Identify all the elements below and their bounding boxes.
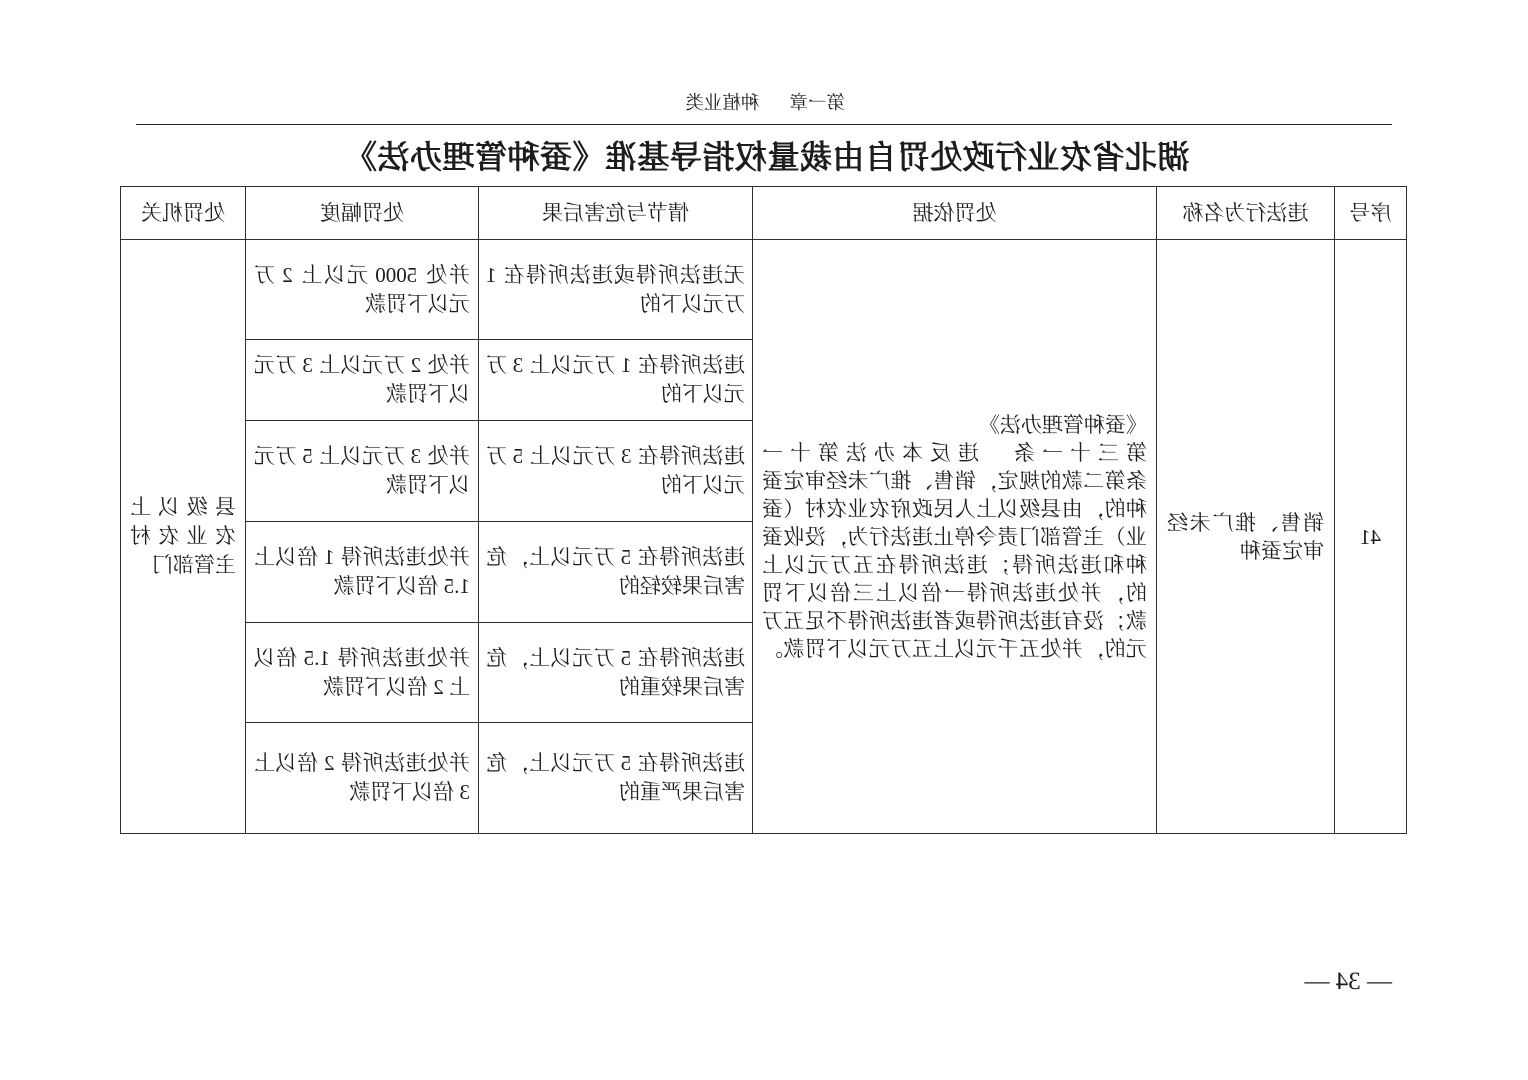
circumstance-line: 违法所得在 5 万元以上，危 <box>486 545 745 569</box>
col-header-legal-basis: 处罚依据 <box>753 187 1157 240</box>
penalty-line: 上 2 倍以下罚款 <box>323 674 470 699</box>
circumstance-line: 违法所得在 1 万元以上 3 万 <box>486 353 745 377</box>
penalty-line: 以下罚款 <box>386 382 470 406</box>
legal-basis-cell <box>753 240 1157 834</box>
penalty-line: 并处 5000 元以上 2 万 <box>254 262 470 287</box>
authority-line: 主管部门 <box>152 553 236 577</box>
legal-basis-source: 《蚕种管理办法》 <box>979 412 1147 437</box>
violation-name-line: 审定蚕种 <box>1240 538 1324 563</box>
penalty-line: 3 倍以下罚款 <box>349 780 470 804</box>
col-header-penalty: 处罚幅度 <box>246 187 479 240</box>
authority-cell <box>121 240 246 834</box>
penalty-line: 并处 3 万元以上 5 万元 <box>254 444 470 468</box>
legal-basis-line: 种和违法所得；违法所得在五万元以上 <box>762 552 1147 577</box>
circumstance-line: 违法所得在 5 万元以上，危 <box>486 751 745 775</box>
penalty-range-cell <box>246 623 479 723</box>
penalty-range-cell <box>246 723 479 834</box>
legal-basis-line: 条第二款的规定，销售、推广未经审定蚕 <box>762 468 1147 493</box>
circumstance-line: 违法所得在 5 万元以上，危 <box>486 645 745 670</box>
legal-basis-line: 的，并处违法所得一倍以上三倍以下罚 <box>762 580 1147 605</box>
col-header-circumstance: 情节与危害后果 <box>479 187 753 240</box>
violation-name-cell <box>1157 240 1335 834</box>
circumstance-line: 无违法所得或违法所得在 1 <box>486 262 745 287</box>
circumstance-line: 害后果严重的 <box>619 780 745 804</box>
authority-line: 农业农村 <box>130 524 236 548</box>
penalty-line: 并处违法所得 1 倍以上 <box>254 545 470 569</box>
penalty-range-cell <box>246 522 479 623</box>
circumstance-line: 元以下的 <box>661 473 745 497</box>
circumstance-cell <box>479 421 753 522</box>
document-title: 湖北省农业行政处罚自由裁量权指导基准《蚕种管理办法》 <box>344 139 1190 175</box>
violation-name-line: 销售、推广未经 <box>1167 510 1324 535</box>
circumstance-cell <box>479 522 753 623</box>
chapter-category: 种植业类 <box>685 94 760 114</box>
chapter-label: 第一章 <box>789 94 845 114</box>
circumstance-line: 害后果较轻的 <box>619 574 745 598</box>
col-header-number: 序号 <box>1335 187 1407 240</box>
penalty-line: 以下罚款 <box>386 473 470 497</box>
legal-basis-line: 款；没有违法所得或者违法所得不足五万 <box>762 608 1147 633</box>
penalty-line: 元以下罚款 <box>365 291 470 316</box>
col-header-authority: 处罚机关 <box>121 187 246 240</box>
header-rule <box>136 124 1392 125</box>
circumstance-cell <box>479 340 753 421</box>
circumstance-line: 万元以下的 <box>640 291 745 316</box>
penalty-line: 并处违法所得 2 倍以上 <box>254 751 470 775</box>
legal-basis-line: 元的，并处五千元以上五万元以下罚款。 <box>762 636 1147 661</box>
penalty-line: 并处违法所得 1.5 倍以 <box>254 645 470 670</box>
table-row <box>121 240 1407 340</box>
page-number: — 34 — <box>1304 968 1392 995</box>
penalty-standard-table <box>120 186 1407 834</box>
table-header-row <box>121 187 1407 240</box>
col-header-violation: 违法行为名称 <box>1157 187 1335 240</box>
entry-number: 41 <box>1360 524 1381 549</box>
penalty-range-cell <box>246 240 479 340</box>
circumstance-cell <box>479 723 753 834</box>
circumstance-line: 害后果较重的 <box>619 674 745 699</box>
legal-basis-line: 第三十一条 违反本办法第十一 <box>762 440 1147 465</box>
legal-basis-line: 种的，由县级以上人民政府农业农村（蚕 <box>762 496 1147 521</box>
circumstance-line: 违法所得在 3 万元以上 5 万 <box>486 444 745 468</box>
legal-basis-line: 业）主管部门责令停止违法行为，没收蚕 <box>762 524 1147 549</box>
circumstance-cell <box>479 240 753 340</box>
circumstance-cell <box>479 623 753 723</box>
penalty-range-cell <box>246 421 479 522</box>
authority-line: 县级以上 <box>130 495 236 519</box>
penalty-line: 并处 2 万元以上 3 万元 <box>254 353 470 377</box>
running-head <box>685 93 845 115</box>
penalty-range-cell <box>246 340 479 421</box>
entry-number-cell <box>1335 240 1407 834</box>
circumstance-line: 元以下的 <box>661 382 745 406</box>
penalty-line: 1.5 倍以下罚款 <box>333 574 470 598</box>
